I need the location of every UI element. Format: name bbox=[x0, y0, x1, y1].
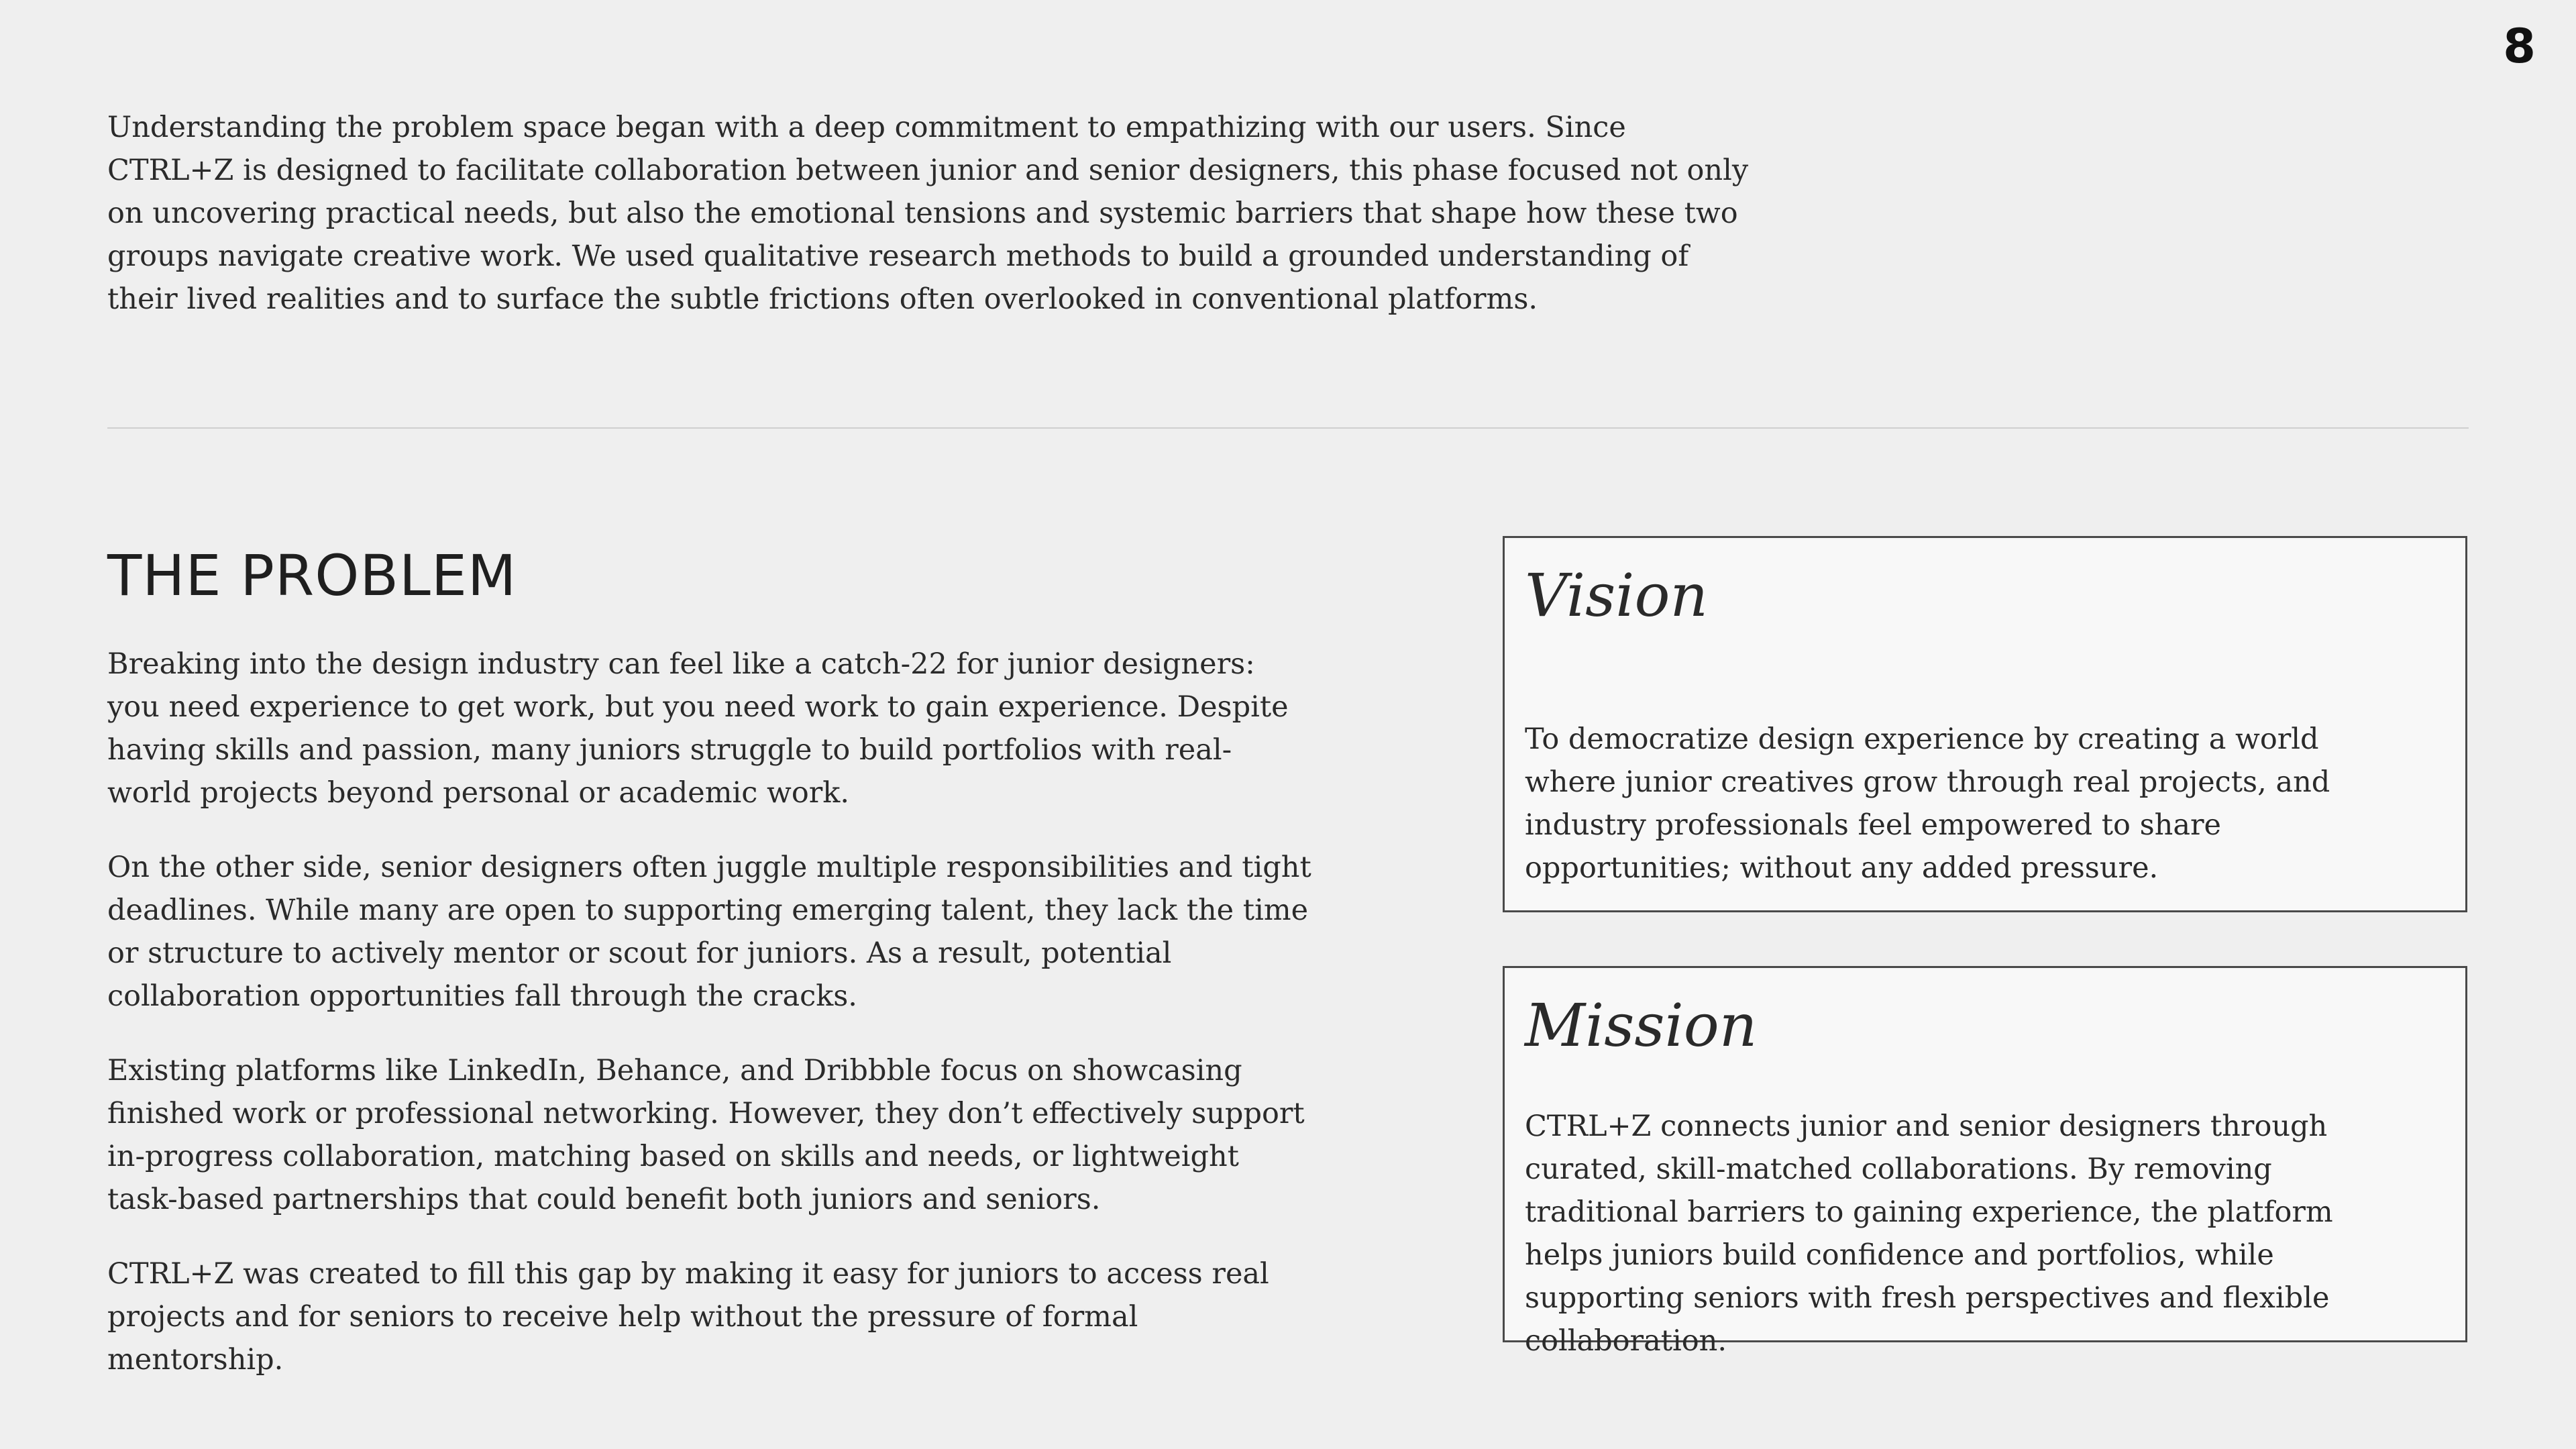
intro-paragraph: Understanding the problem space began with a deep commitment to empathizing with our users. Since CTRL+Z is designed to facilitate collaboration between junior and senior designers, this phase focused not only on uncovering practical needs, but also the emotional tensions and systemic barriers that shape how these two groups navigate creative work. We used qualitative research methods to build a grounded understanding of their lived realities and to surface the subtle frictions often overlooked in conventional platforms. bbox=[107, 111, 1749, 316]
problem-paragraph: CTRL+Z was created to fill this gap by making it easy for juniors to access real projects and for seniors to receive help without the pressure of formal mentorship. bbox=[107, 1257, 1269, 1377]
mission-title: Mission bbox=[1525, 991, 1758, 1060]
vision-text: To democratize design experience by creating a world where junior creatives grow through real projects, and industry professionals feel empowered to share opportunities; without any added pressure. bbox=[1525, 722, 2330, 885]
vision-card bbox=[1503, 536, 2467, 912]
problem-section bbox=[107, 542, 1315, 1413]
problem-paragraph: On the other side, senior designers often juggle multiple responsibilities and tight deadlines. While many are open to supporting emerging talent, they lack the time or structure to actively mentor or scout for juniors. As a result, potential collaboration opportunities fall through the cracks. bbox=[107, 851, 1311, 1013]
section-divider bbox=[107, 427, 2469, 429]
mission-card bbox=[1503, 966, 2467, 1358]
problem-heading: THE PROBLEM bbox=[107, 543, 517, 608]
page-number: 8 bbox=[2503, 19, 2536, 74]
problem-paragraph: Existing platforms like LinkedIn, Behance, and Dribbble focus on showcasing finished work or professional networking. However, they don’t effectively support in-progress collaboration, matching based on skills and needs, or lightweight task-based partnerships that could benefit both juniors and seniors. bbox=[107, 1054, 1305, 1216]
problem-paragraph: Breaking into the design industry can feel like a catch-22 for junior designers: you need experience to get work, but you need work to gain experience. Despite having skills and passion, many juniors struggle to build portfolios with real-world projects beyond personal or academic work. bbox=[107, 647, 1289, 810]
mission-text: CTRL+Z connects junior and senior designers through curated, skill-matched collaborations. By removing traditional barriers to gaining experience, the platform helps juniors build confidence and portfolios, while supporting seniors with fresh perspectives and flexible collaboration. bbox=[1525, 1110, 2333, 1358]
vision-title: Vision bbox=[1525, 561, 1709, 630]
